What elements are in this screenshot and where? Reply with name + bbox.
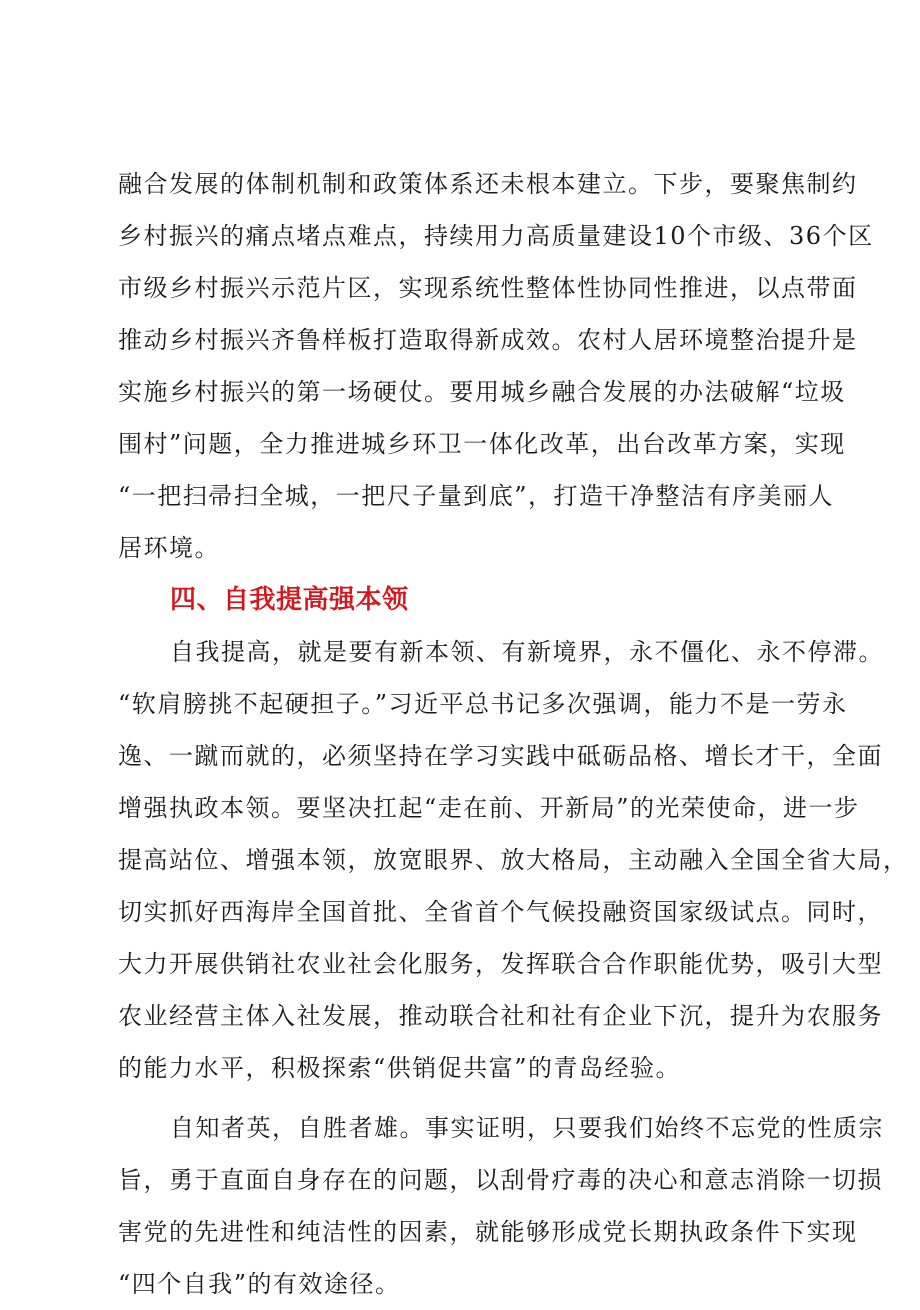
text-line: 旨，勇于直面自身存在的问题，以刮骨疗毒的决心和意志消除一切损	[118, 1166, 883, 1194]
text-line: 自我提高，就是要有新本领、有新境界，永不僵化、永不停滞。	[170, 638, 884, 666]
document-body	[118, 158, 909, 1310]
text-line: 提高站位、增强本领，放宽眼界、放大格局，主动融入全国全省大局，	[118, 846, 909, 874]
text-line: 大力开展供销社农业社会化服务，发挥联合合作职能优势，吸引大型	[118, 950, 883, 978]
text-line: 增强执政本领。要坚决扛起“走在前、开新局”的光荣使命，进一步	[118, 794, 860, 822]
text-line: 融合发展的体制机制和政策体系还未根本建立。下步，要聚焦制约	[118, 170, 858, 198]
section-heading: 四、自我提高强本领	[170, 585, 409, 615]
text-line: “一把扫帚扫全城，一把尺子量到底”，打造干净整洁有序美丽人	[118, 482, 835, 510]
text-line: 市级乡村振兴示范片区，实现系统性整体性协同性推进，以点带面	[118, 274, 858, 302]
text-line: “四个自我”的有效途径。	[118, 1270, 401, 1298]
paragraph-1	[118, 158, 874, 574]
paragraph-3	[118, 1102, 884, 1310]
paragraph-2	[118, 626, 909, 1094]
text-line: 的能力水平，积极探索“供销促共富”的青岛经验。	[118, 1054, 682, 1082]
text-line: 农业经营主体入社发展，推动联合社和社有企业下沉，提升为农服务	[118, 1002, 883, 1030]
text-line: 切实抓好西海岸全国首批、全省首个气候投融资国家级试点。同时，	[118, 898, 883, 926]
text-line: 乡村振兴的痛点堵点难点，持续用力高质量建设10个市级、36个区	[118, 222, 874, 250]
text-line: 害党的先进性和纯洁性的因素，就能够形成党长期执政条件下实现	[118, 1218, 858, 1246]
paragraph-spacer	[118, 1094, 828, 1102]
text-line: “软肩膀挑不起硬担子。”习近平总书记多次强调，能力不是一劳永	[118, 690, 848, 718]
text-line: 居环境。	[118, 534, 220, 562]
text-line: 自知者英，自胜者雄。事实证明，只要我们始终不忘党的性质宗	[170, 1114, 884, 1142]
text-line: 逸、一蹴而就的，必须坚持在学习实践中砥砺品格、增长才干，全面	[118, 742, 883, 770]
text-line: 围村”问题，全力推进城乡环卫一体化改革，出台改革方案，实现	[118, 430, 846, 458]
text-line: 推动乡村振兴齐鲁样板打造取得新成效。农村人居环境整治提升是	[118, 326, 858, 354]
text-line: 实施乡村振兴的第一场硬仗。要用城乡融合发展的办法破解“垃圾	[118, 378, 846, 406]
